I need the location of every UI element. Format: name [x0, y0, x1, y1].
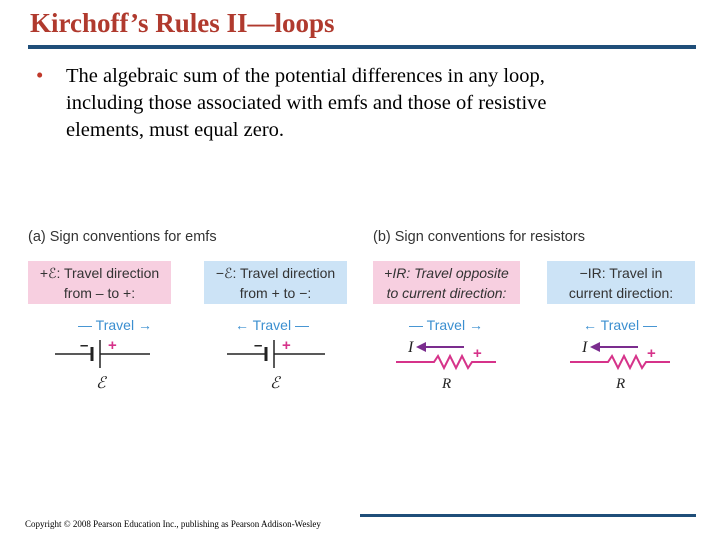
- resistor-positive-box: [373, 261, 520, 304]
- emf-symbol: ℰ: [270, 375, 280, 392]
- resistor-symbol: R: [616, 376, 626, 392]
- emf-positive-line-2: from – to +:: [63, 285, 136, 301]
- current-label: I: [582, 339, 588, 356]
- title-underline: [28, 45, 696, 49]
- resistor-symbol: R: [442, 376, 452, 392]
- emf-negative-box: [204, 261, 347, 304]
- travel-label: ← Travel —: [235, 317, 309, 333]
- panel-b-title: (b) Sign conventions for resistors: [373, 229, 585, 245]
- copyright-notice: Copyright © 2008 Pearson Education Inc., publishing as Pearson Addison-Wesley: [25, 519, 321, 529]
- emf-positive-box: [28, 261, 171, 304]
- minus-sign: –: [254, 337, 263, 354]
- emf-diagram-reverse: [222, 312, 352, 397]
- plus-sign: +: [108, 337, 117, 354]
- slide-title: Kirchoff’s Rules II—loops: [30, 8, 335, 38]
- plus-sign: +: [282, 337, 291, 354]
- resistor-negative-line-2: current direction:: [568, 285, 674, 301]
- resistor-diagram-opposite: [394, 312, 524, 397]
- emf-negative-line-1: −ℰ: Travel direction: [215, 265, 336, 281]
- travel-label: — Travel →: [78, 317, 152, 333]
- emf-negative-line-2: from + to −:: [239, 285, 312, 301]
- resistor-diagram-same: [568, 312, 698, 397]
- resistor-negative-box: [547, 261, 695, 304]
- plus-sign: +: [473, 345, 482, 362]
- current-label: I: [408, 339, 414, 356]
- current-arrow-head: [590, 342, 600, 352]
- body-text: [66, 63, 666, 144]
- plus-sign: +: [647, 345, 656, 362]
- resistor-positive-line-1: +IR: Travel opposite: [384, 265, 509, 281]
- footer-rule: [360, 514, 696, 517]
- panel-a-title: (a) Sign conventions for emfs: [28, 229, 217, 245]
- body-line-3: elements, must equal zero.: [66, 119, 285, 141]
- travel-label: — Travel →: [409, 317, 483, 333]
- current-arrow-head: [416, 342, 426, 352]
- emf-positive-line-1: +ℰ: Travel direction: [39, 265, 160, 281]
- resistor-positive-line-2: to current direction:: [386, 285, 507, 301]
- resistor-negative-line-1: −IR: Travel in: [579, 265, 663, 281]
- emf-diagram-forward: [50, 312, 180, 397]
- body-line-2: including those associated with emfs and those of resistive: [66, 92, 547, 114]
- bullet-marker: •: [36, 63, 44, 87]
- travel-label: ← Travel —: [583, 317, 657, 333]
- emf-symbol: ℰ: [96, 375, 106, 392]
- body-line-1: The algebraic sum of the potential differences in any loop,: [66, 65, 545, 87]
- minus-sign: –: [80, 337, 89, 354]
